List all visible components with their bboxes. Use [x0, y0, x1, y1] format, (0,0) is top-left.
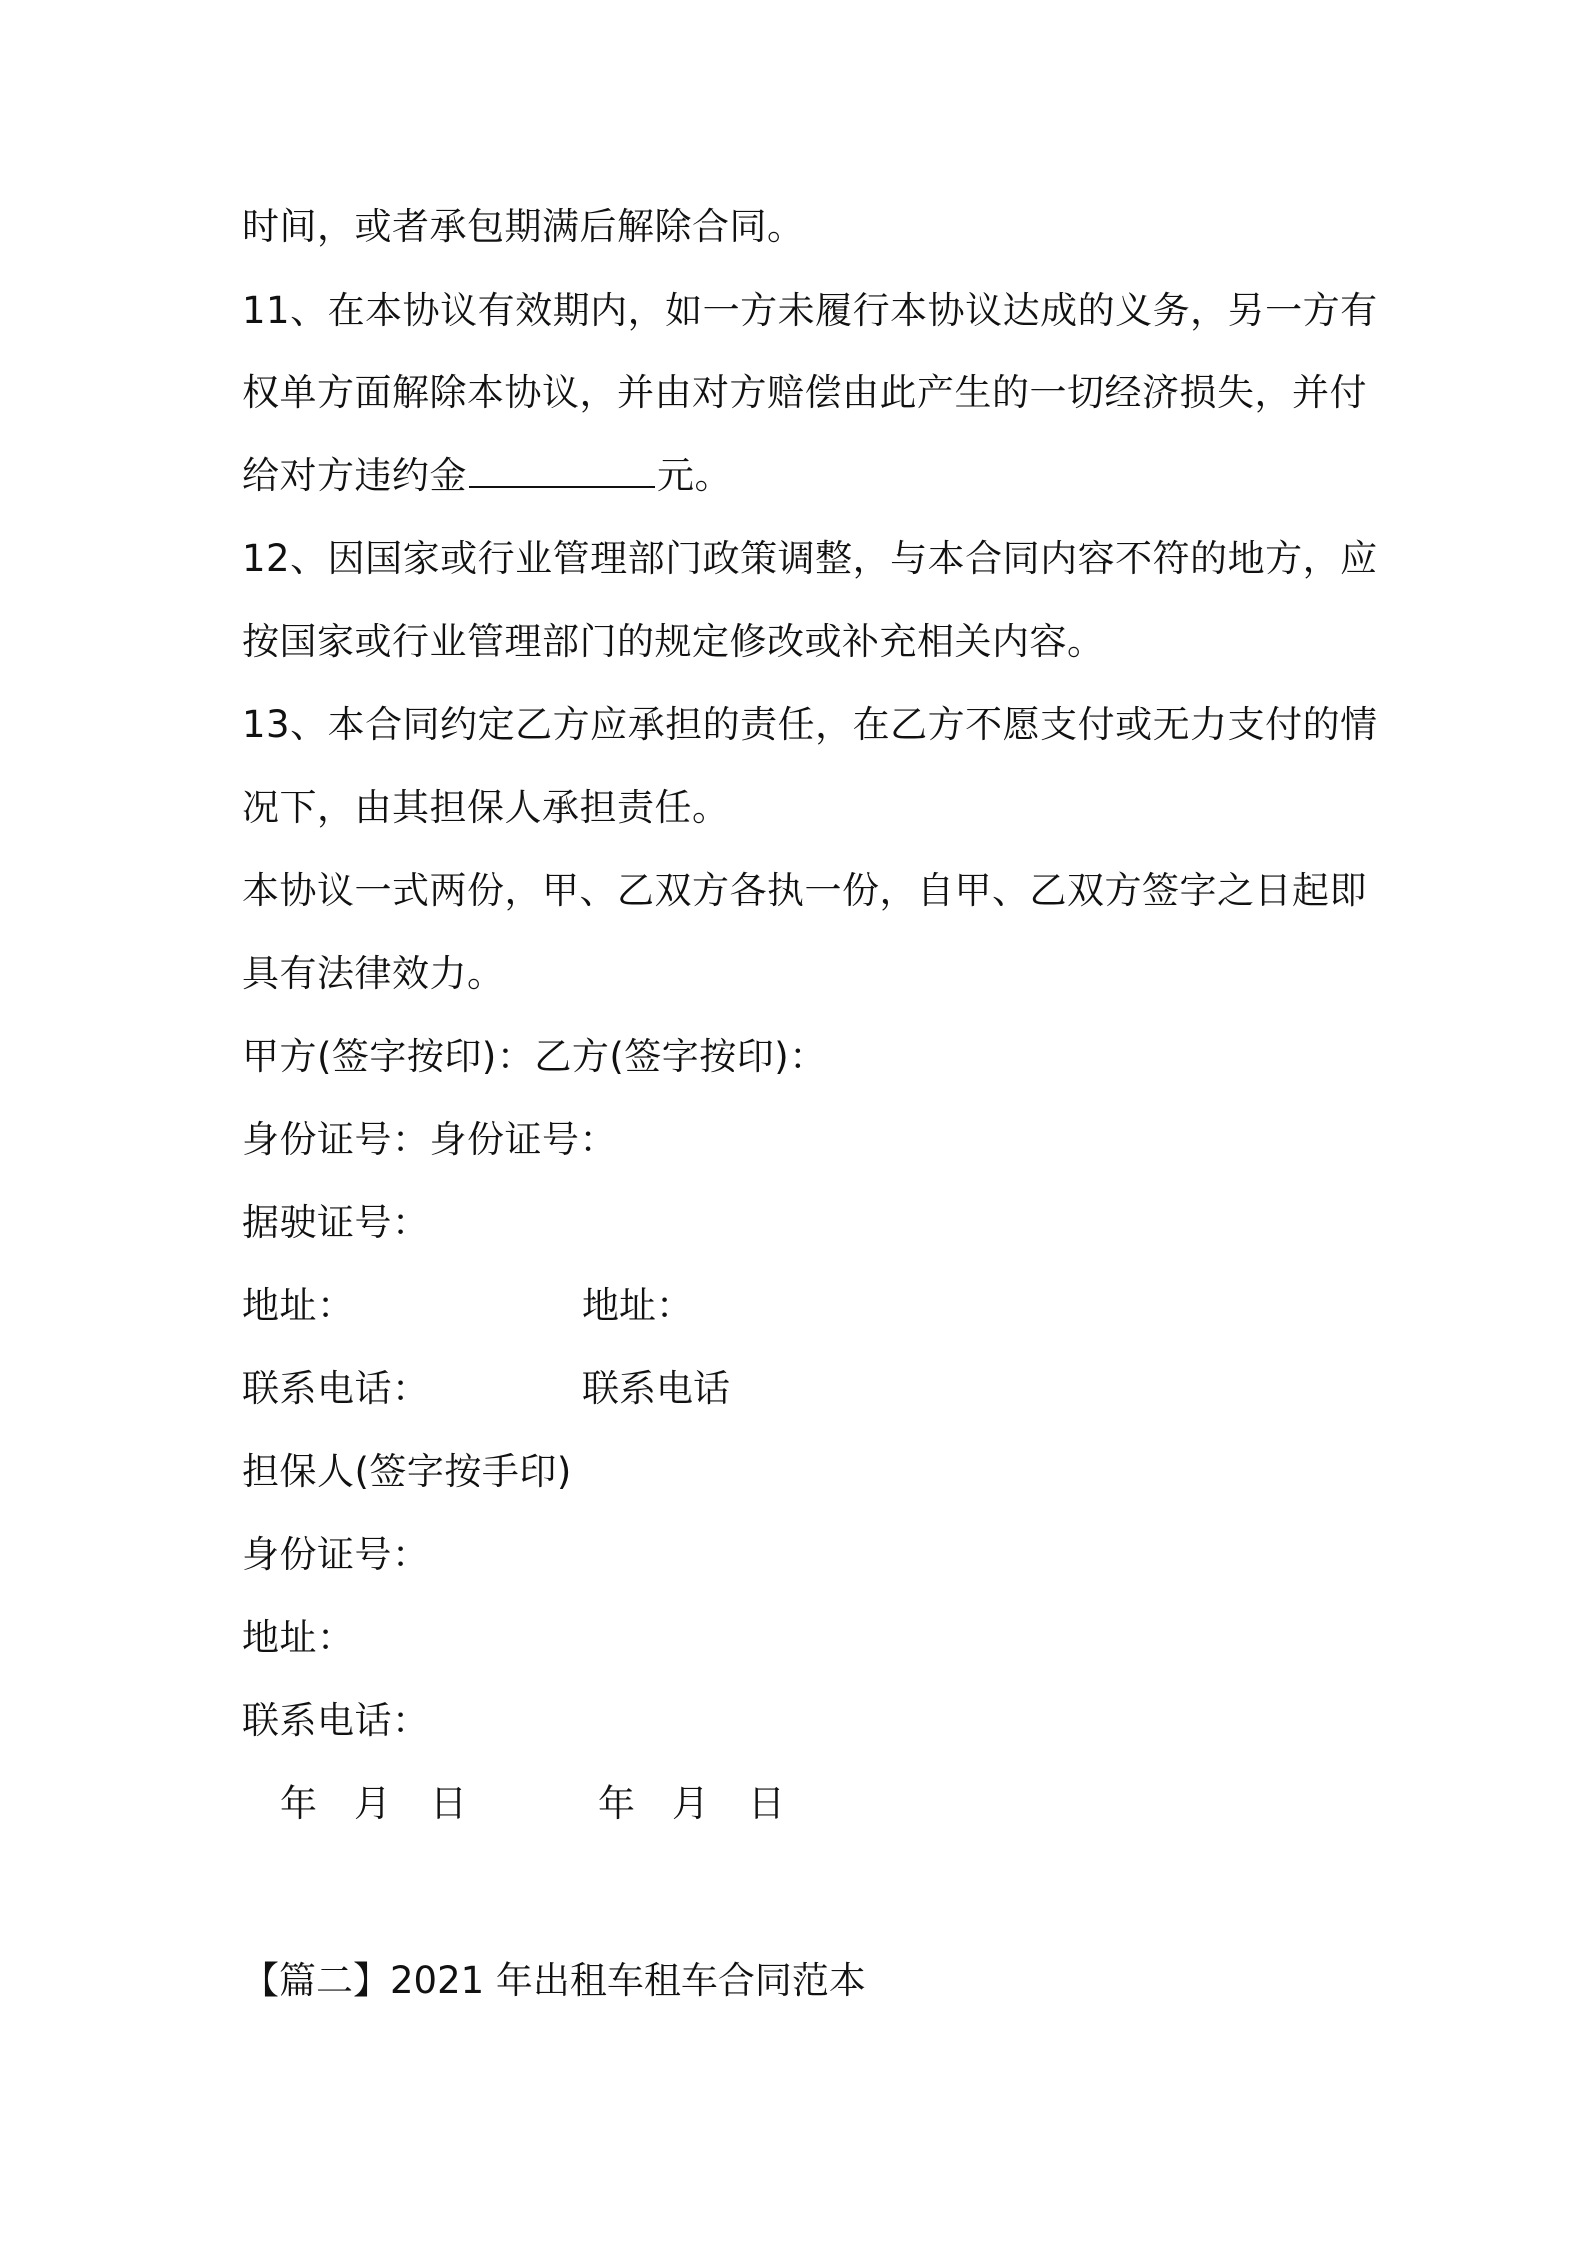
- guarantor-id-label: 身份证号：: [242, 1533, 430, 1576]
- party-signature-line: 甲方(签字按印)：乙方(签字按印)：: [242, 1035, 827, 1078]
- paragraph-11-line-3: [242, 452, 732, 500]
- guarantor-address-label: 地址：: [242, 1616, 355, 1659]
- date-a-month: 月: [354, 1782, 391, 1825]
- address-a-label: 地址：: [242, 1284, 355, 1327]
- date-b-year: 年: [598, 1782, 635, 1825]
- id-number-line: 身份证号：身份证号：: [242, 1118, 617, 1161]
- date-a-year: 年: [280, 1782, 317, 1825]
- penalty-text: 给对方违约金: [242, 454, 467, 497]
- paragraph-12-line-1: 12、因国家或行业管理部门政策调整，与本合同内容不符的地方，应: [242, 537, 1378, 580]
- date-a-day: 日: [430, 1782, 467, 1825]
- paragraph-12-line-2: 按国家或行业管理部门的规定修改或补充相关内容。: [242, 620, 1105, 663]
- guarantor-phone-label: 联系电话：: [242, 1699, 430, 1742]
- license-number-line: 据驶证号：: [242, 1201, 430, 1244]
- paragraph-13-line-1: 13、本合同约定乙方应承担的责任，在乙方不愿支付或无力支付的情: [242, 703, 1378, 746]
- paragraph-11-line-1: 11、在本协议有效期内，如一方未履行本协议达成的义务，另一方有: [242, 289, 1378, 332]
- closing-line-2: 具有法律效力。: [242, 952, 505, 995]
- section-heading: 【篇二】2021 年出租车租车合同范本: [242, 1959, 866, 2002]
- date-b-day: 日: [748, 1782, 785, 1825]
- date-b-month: 月: [672, 1782, 709, 1825]
- paragraph-10-end: 时间，或者承包期满后解除合同。: [242, 205, 805, 248]
- paragraph-11-line-2: 权单方面解除本协议，并由对方赔偿由此产生的一切经济损失，并付: [242, 371, 1367, 414]
- penalty-amount-blank: [469, 452, 655, 488]
- phone-a-label: 联系电话：: [242, 1367, 430, 1410]
- phone-b-label: 联系电话: [582, 1367, 730, 1410]
- address-b-label: 地址：: [582, 1284, 693, 1327]
- paragraph-13-line-2: 况下，由其担保人承担责任。: [242, 786, 730, 829]
- penalty-unit: 元。: [657, 454, 732, 497]
- closing-line-1: 本协议一式两份，甲、乙双方各执一份，自甲、乙双方签字之日起即: [242, 869, 1367, 912]
- guarantor-signature-label: 担保人(签字按手印): [242, 1450, 572, 1493]
